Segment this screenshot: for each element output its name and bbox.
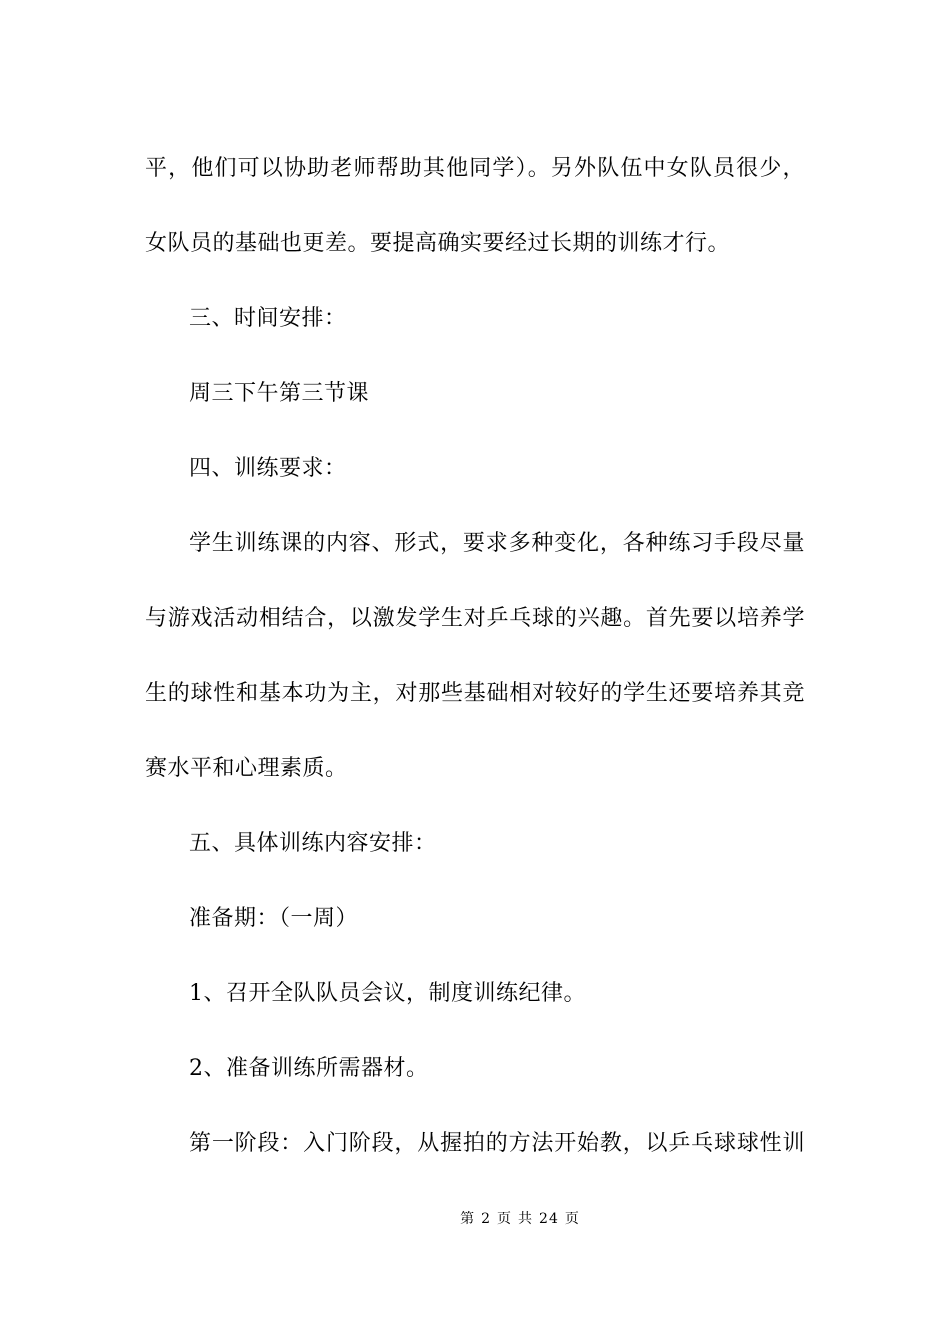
footer-prefix: 第 [460,1211,476,1227]
footer-current-page: 2 [481,1211,492,1227]
footer-total-prefix: 共 [518,1211,534,1227]
document-body [145,131,805,1181]
section-heading-requirements: 四、训练要求： [189,456,347,481]
text-line: 第一阶段：入门阶段，从握拍的方法开始教，以乒乓球球性训 [189,1131,805,1156]
footer-total-pages: 24 [539,1211,559,1227]
page-footer [0,1208,950,1228]
text-line: 学生训练课的内容、形式，要求多种变化，各种练习手段尽量 [189,531,805,556]
text-line: 准备期：（一周） [189,906,359,931]
text-line: 与游戏活动相结合，以激发学生对乒乓球的兴趣。首先要以培养学 [145,606,805,631]
text-line: 生的球性和基本功为主，对那些基础相对较好的学生还要培养其竞 [145,681,805,706]
text-line: 周三下午第三节课 [189,381,370,406]
list-item: 1、召开全队队员会议，制度训练纪律。 [189,981,586,1006]
section-heading-time: 三、时间安排： [189,306,347,331]
text-line: 平，他们可以协助老师帮助其他同学）。另外队伍中女队员很少， [145,156,805,181]
section-heading-content: 五、具体训练内容安排： [189,831,437,856]
footer-page-word: 页 [497,1211,513,1227]
text-line: 赛水平和心理素质。 [145,756,348,781]
list-item: 2、准备训练所需器材。 [189,1056,429,1081]
footer-suffix: 页 [564,1211,580,1227]
text-line: 女队员的基础也更差。要提高确实要经过长期的训练才行。 [145,231,731,256]
